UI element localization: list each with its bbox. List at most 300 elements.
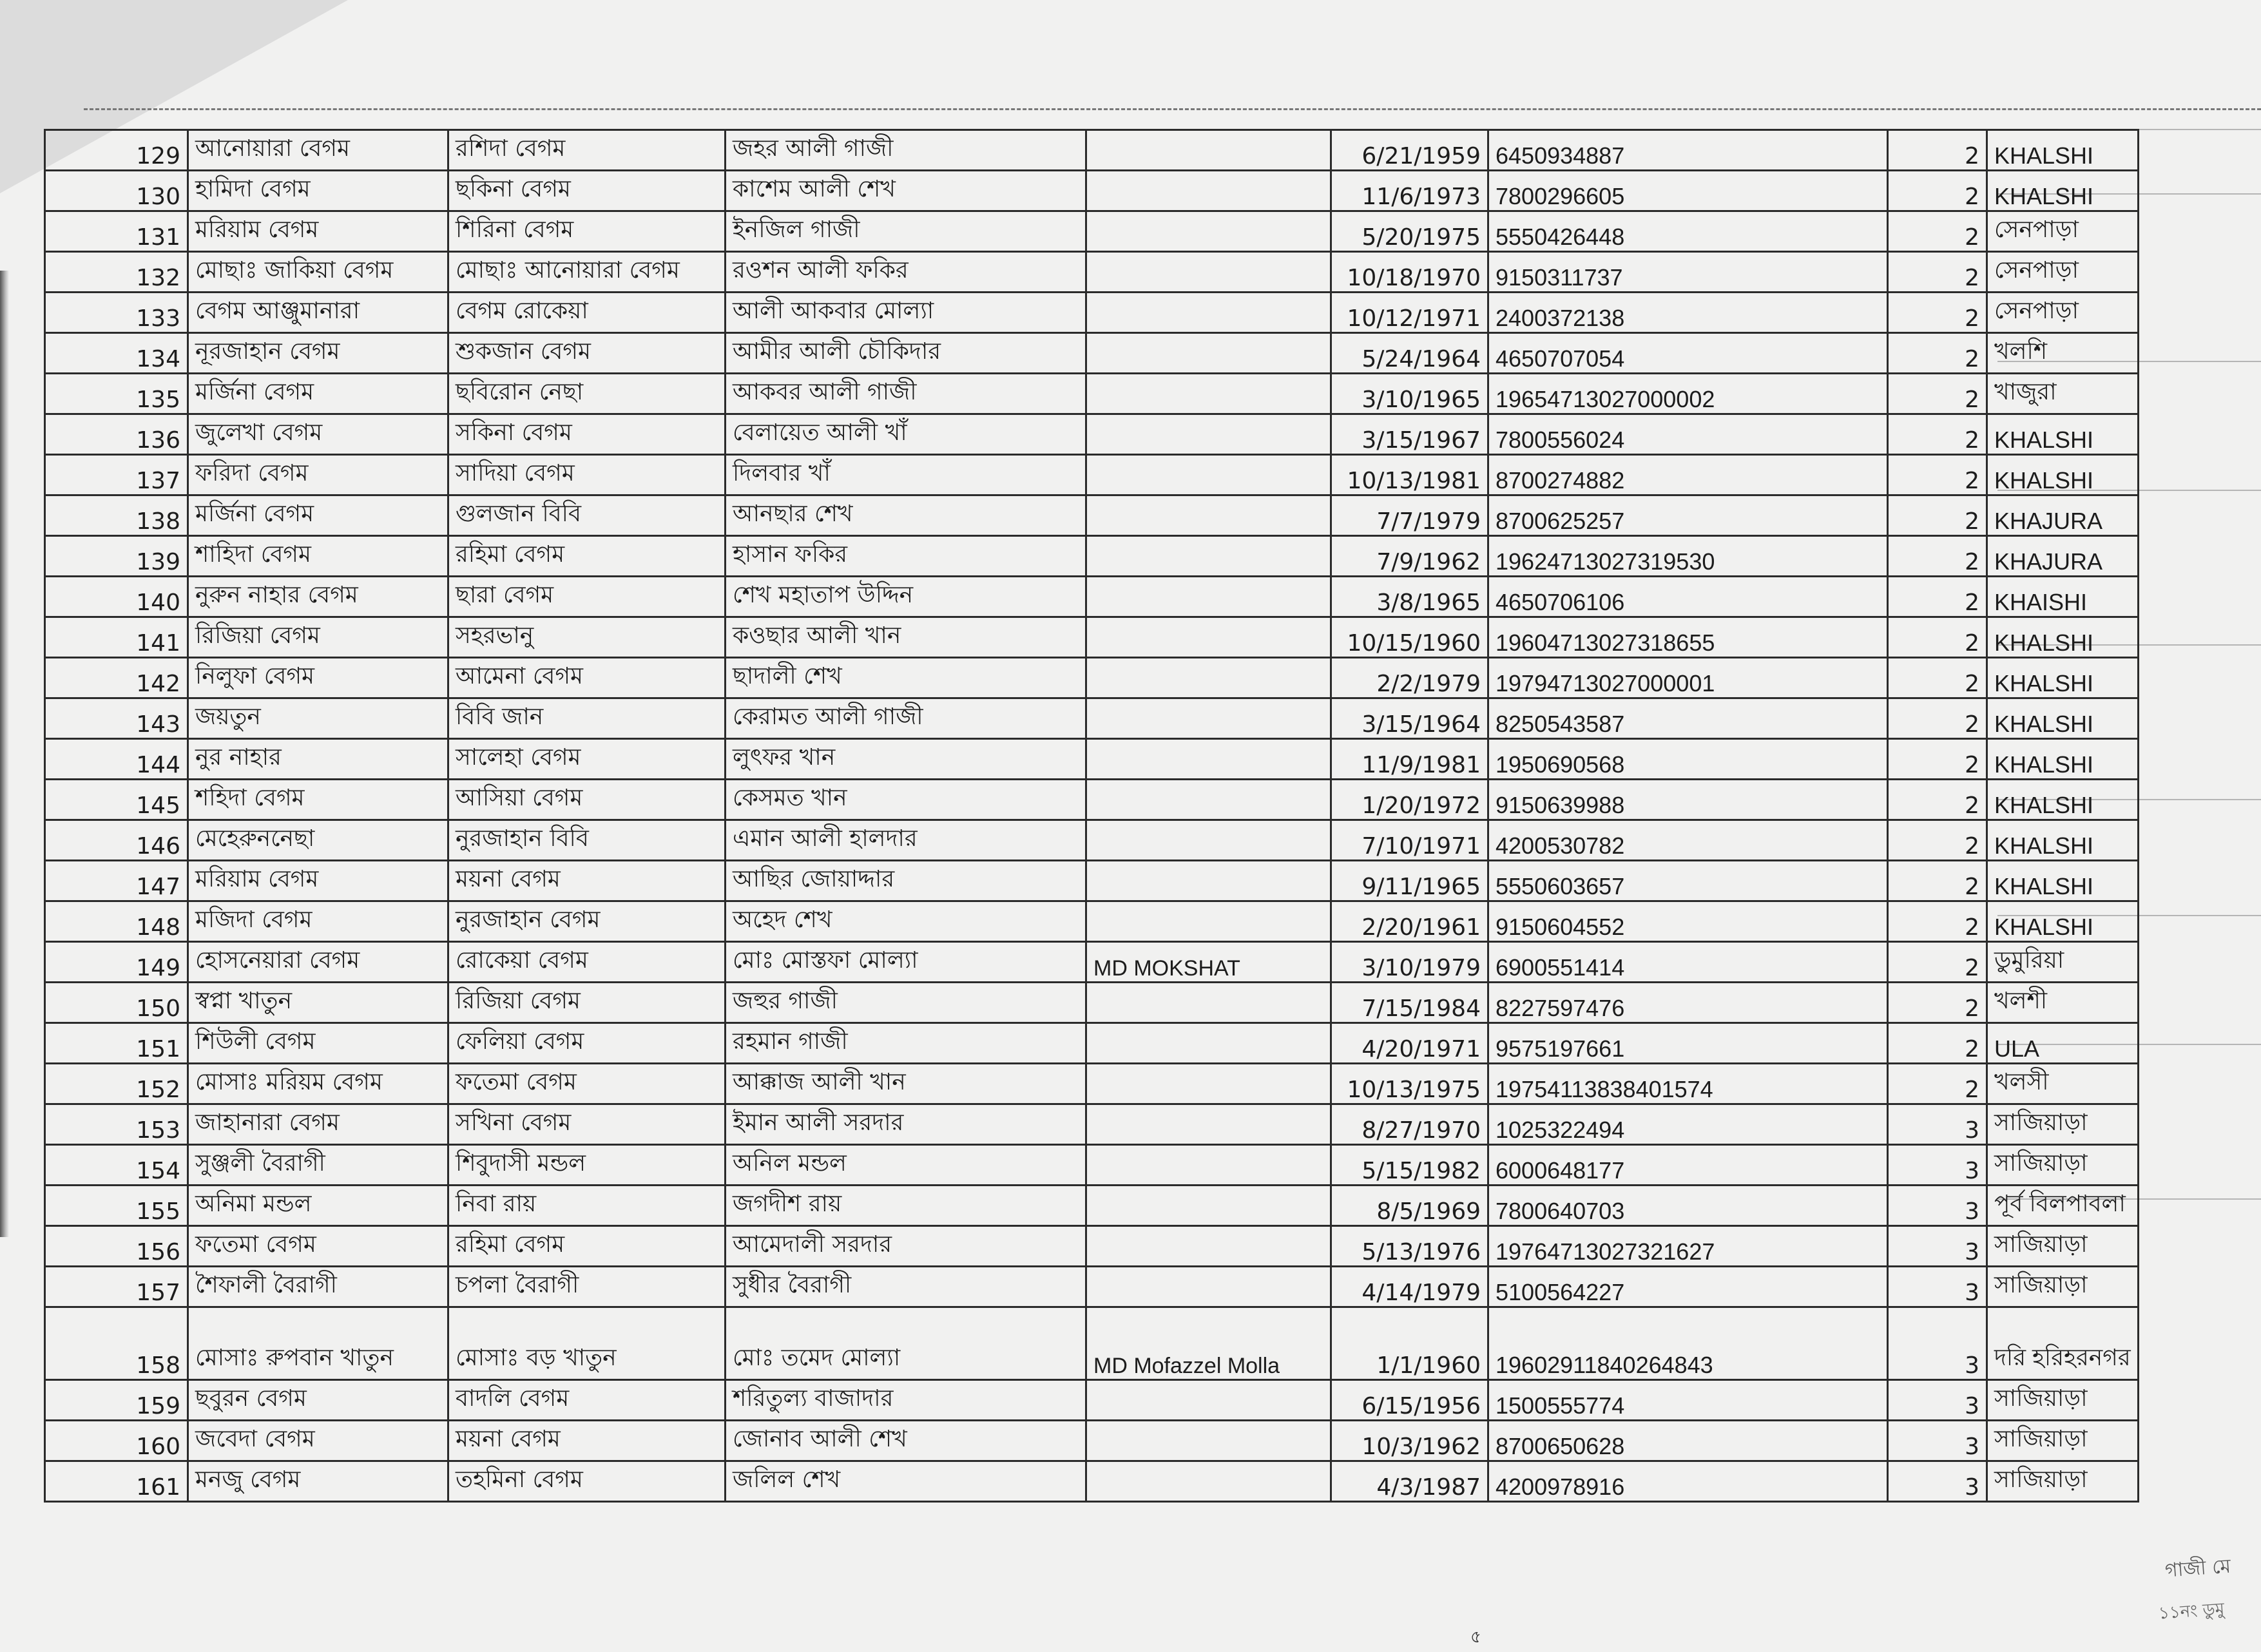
- nid-cell: 19764713027321627: [1488, 1226, 1888, 1267]
- ward-cell: 2: [1888, 374, 1987, 414]
- table-row: [45, 1421, 2139, 1461]
- father-name-cell: শরিতুল্য বাজাদার: [726, 1380, 1086, 1421]
- father-name-cell: আমীর আলী চৌকিদার: [726, 333, 1086, 374]
- father-name-cell: ইমান আলী সরদার: [726, 1104, 1086, 1145]
- mother-name-cell: সালেহা বেগম: [448, 739, 726, 780]
- birth-date-cell: 5/15/1982: [1331, 1145, 1488, 1186]
- english-name-cell: [1086, 577, 1331, 617]
- name-cell: শহিদা বেগম: [188, 780, 448, 820]
- area-cell: দরি হরিহরনগর: [1987, 1307, 2139, 1380]
- mother-name-cell: আমেনা বেগম: [448, 658, 726, 698]
- birth-date-cell: 3/8/1965: [1331, 577, 1488, 617]
- name-cell: নুর নাহার: [188, 739, 448, 780]
- name-cell: মরিয়াম বেগম: [188, 861, 448, 901]
- birth-date-cell: 6/15/1956: [1331, 1380, 1488, 1421]
- nid-cell: 6450934887: [1488, 130, 1888, 171]
- table-row: [45, 333, 2139, 374]
- table-row: [45, 901, 2139, 942]
- mother-name-cell: বাদলি বেগম: [448, 1380, 726, 1421]
- english-name-cell: [1086, 333, 1331, 374]
- mother-name-cell: সহরভানু: [448, 617, 726, 658]
- ward-cell: 2: [1888, 130, 1987, 171]
- table-row: [45, 495, 2139, 536]
- birth-date-cell: 11/6/1973: [1331, 171, 1488, 211]
- nid-cell: 9575197661: [1488, 1023, 1888, 1064]
- english-name-cell: [1086, 414, 1331, 455]
- name-cell: শৈফালী বৈরাগী: [188, 1267, 448, 1307]
- nid-cell: 4650706106: [1488, 577, 1888, 617]
- ward-cell: 2: [1888, 942, 1987, 983]
- table-row: [45, 1267, 2139, 1307]
- mother-name-cell: শিবুদাসী মন্ডল: [448, 1145, 726, 1186]
- ward-cell: 3: [1888, 1267, 1987, 1307]
- name-cell: মনজু বেগম: [188, 1461, 448, 1502]
- serial-cell: 129: [45, 130, 188, 171]
- name-cell: জুলেখা বেগম: [188, 414, 448, 455]
- ward-cell: 2: [1888, 983, 1987, 1023]
- ward-cell: 2: [1888, 293, 1987, 333]
- ward-cell: 3: [1888, 1145, 1987, 1186]
- serial-cell: 154: [45, 1145, 188, 1186]
- ward-cell: 2: [1888, 495, 1987, 536]
- birth-date-cell: 1/1/1960: [1331, 1307, 1488, 1380]
- birth-date-cell: 2/20/1961: [1331, 901, 1488, 942]
- name-cell: রিজিয়া বেগম: [188, 617, 448, 658]
- ward-cell: 2: [1888, 739, 1987, 780]
- table-row: [45, 1226, 2139, 1267]
- serial-cell: 148: [45, 901, 188, 942]
- area-cell: KHALSHI: [1987, 414, 2139, 455]
- english-name-cell: [1086, 374, 1331, 414]
- serial-cell: 161: [45, 1461, 188, 1502]
- table-row: [45, 577, 2139, 617]
- nid-cell: 6900551414: [1488, 942, 1888, 983]
- name-cell: মর্জিনা বেগম: [188, 495, 448, 536]
- birth-date-cell: 5/24/1964: [1331, 333, 1488, 374]
- nid-cell: 8700625257: [1488, 495, 1888, 536]
- ward-cell: 3: [1888, 1104, 1987, 1145]
- father-name-cell: মোঃ তমেদ মোল্যা: [726, 1307, 1086, 1380]
- birth-date-cell: 10/13/1975: [1331, 1064, 1488, 1104]
- mother-name-cell: ছকিনা বেগম: [448, 171, 726, 211]
- english-name-cell: [1086, 1421, 1331, 1461]
- area-cell: সাজিয়াড়া: [1987, 1267, 2139, 1307]
- english-name-cell: MD MOKSHAT: [1086, 942, 1331, 983]
- ward-cell: 2: [1888, 780, 1987, 820]
- ward-cell: 3: [1888, 1461, 1987, 1502]
- table-row: [45, 171, 2139, 211]
- father-name-cell: জহুর গাজী: [726, 983, 1086, 1023]
- english-name-cell: [1086, 820, 1331, 861]
- english-name-cell: [1086, 1145, 1331, 1186]
- english-name-cell: [1086, 1226, 1331, 1267]
- nid-cell: 19654713027000002: [1488, 374, 1888, 414]
- mother-name-cell: চপলা বৈরাগী: [448, 1267, 726, 1307]
- nid-cell: 4200530782: [1488, 820, 1888, 861]
- ward-cell: 2: [1888, 1023, 1987, 1064]
- english-name-cell: [1086, 698, 1331, 739]
- father-name-cell: আলী আকবার মোল্যা: [726, 293, 1086, 333]
- father-name-cell: এমান আলী হালদার: [726, 820, 1086, 861]
- ward-cell: 2: [1888, 252, 1987, 293]
- serial-cell: 137: [45, 455, 188, 495]
- birth-date-cell: 7/7/1979: [1331, 495, 1488, 536]
- nid-cell: 1500555774: [1488, 1380, 1888, 1421]
- area-cell: সাজিয়াড়া: [1987, 1461, 2139, 1502]
- english-name-cell: [1086, 1380, 1331, 1421]
- table-row: [45, 1461, 2139, 1502]
- birth-date-cell: 4/20/1971: [1331, 1023, 1488, 1064]
- table-row: [45, 1145, 2139, 1186]
- mother-name-cell: নুরজাহান বেগম: [448, 901, 726, 942]
- name-cell: মোসাঃ মরিয়ম বেগম: [188, 1064, 448, 1104]
- ward-cell: 3: [1888, 1380, 1987, 1421]
- handwritten-note: গাজী মে: [2164, 1555, 2232, 1582]
- serial-cell: 152: [45, 1064, 188, 1104]
- birth-date-cell: 5/13/1976: [1331, 1226, 1488, 1267]
- table-row: [45, 658, 2139, 698]
- scan-edge-shadow: [0, 271, 9, 1237]
- name-cell: জবেদা বেগম: [188, 1421, 448, 1461]
- name-cell: বেগম আঞ্জুমানারা: [188, 293, 448, 333]
- table-row: [45, 1186, 2139, 1226]
- table-row: [45, 617, 2139, 658]
- father-name-cell: আছির জোয়াদ্দার: [726, 861, 1086, 901]
- mother-name-cell: আসিয়া বেগম: [448, 780, 726, 820]
- area-cell: KHAJURA: [1987, 536, 2139, 577]
- area-cell: সাজিয়াড়া: [1987, 1380, 2139, 1421]
- father-name-cell: দিলবার খাঁ: [726, 455, 1086, 495]
- birth-date-cell: 11/9/1981: [1331, 739, 1488, 780]
- area-cell: KHALSHI: [1987, 455, 2139, 495]
- father-name-cell: জগদীশ রায়: [726, 1186, 1086, 1226]
- name-cell: অনিমা মন্ডল: [188, 1186, 448, 1226]
- birth-date-cell: 4/3/1987: [1331, 1461, 1488, 1502]
- birth-date-cell: 6/21/1959: [1331, 130, 1488, 171]
- area-cell: সেনপাড়া: [1987, 211, 2139, 252]
- mother-name-cell: রোকেয়া বেগম: [448, 942, 726, 983]
- area-cell: সাজিয়াড়া: [1987, 1226, 2139, 1267]
- ward-cell: 2: [1888, 211, 1987, 252]
- name-cell: মরিয়াম বেগম: [188, 211, 448, 252]
- area-cell: ডুমুরিয়া: [1987, 942, 2139, 983]
- serial-cell: 149: [45, 942, 188, 983]
- english-name-cell: [1086, 130, 1331, 171]
- father-name-cell: বেলায়েত আলী খাঁ: [726, 414, 1086, 455]
- name-cell: জয়তুন: [188, 698, 448, 739]
- father-name-cell: লুৎফর খান: [726, 739, 1086, 780]
- mother-name-cell: রহিমা বেগম: [448, 536, 726, 577]
- name-cell: হোসনেয়ারা বেগম: [188, 942, 448, 983]
- area-cell: KHALSHI: [1987, 658, 2139, 698]
- nid-cell: 4650707054: [1488, 333, 1888, 374]
- ward-cell: 2: [1888, 1064, 1987, 1104]
- father-name-cell: শেখ মহাতাপ উদ্দিন: [726, 577, 1086, 617]
- nid-cell: 9150311737: [1488, 252, 1888, 293]
- father-name-cell: রওশন আলী ফকির: [726, 252, 1086, 293]
- serial-cell: 134: [45, 333, 188, 374]
- table-row: [45, 414, 2139, 455]
- english-name-cell: [1086, 1064, 1331, 1104]
- nid-cell: 19624713027319530: [1488, 536, 1888, 577]
- ward-cell: 2: [1888, 577, 1987, 617]
- table-body: [45, 130, 2139, 1502]
- father-name-cell: ছাদালী শেখ: [726, 658, 1086, 698]
- nid-cell: 5100564227: [1488, 1267, 1888, 1307]
- nid-cell: 9150639988: [1488, 780, 1888, 820]
- serial-cell: 153: [45, 1104, 188, 1145]
- table-row: [45, 1380, 2139, 1421]
- serial-cell: 140: [45, 577, 188, 617]
- area-cell: খাজুরা: [1987, 374, 2139, 414]
- table-row: [45, 739, 2139, 780]
- area-cell: সাজিয়াড়া: [1987, 1104, 2139, 1145]
- name-cell: ফতেমা বেগম: [188, 1226, 448, 1267]
- birth-date-cell: 10/15/1960: [1331, 617, 1488, 658]
- nid-cell: 2400372138: [1488, 293, 1888, 333]
- father-name-cell: হাসান ফকির: [726, 536, 1086, 577]
- ward-cell: 2: [1888, 658, 1987, 698]
- father-name-cell: আনছার শেখ: [726, 495, 1086, 536]
- birth-date-cell: 9/11/1965: [1331, 861, 1488, 901]
- mother-name-cell: শিরিনা বেগম: [448, 211, 726, 252]
- mother-name-cell: বিবি জান: [448, 698, 726, 739]
- area-cell: KHALSHI: [1987, 130, 2139, 171]
- mother-name-cell: ময়না বেগম: [448, 1421, 726, 1461]
- serial-cell: 155: [45, 1186, 188, 1226]
- area-cell: সাজিয়াড়া: [1987, 1145, 2139, 1186]
- mother-name-cell: নিবা রায়: [448, 1186, 726, 1226]
- name-cell: আনোয়ারা বেগম: [188, 130, 448, 171]
- english-name-cell: [1086, 1461, 1331, 1502]
- english-name-cell: [1086, 252, 1331, 293]
- nid-cell: 19604713027318655: [1488, 617, 1888, 658]
- mother-name-cell: ছারা বেগম: [448, 577, 726, 617]
- ward-cell: 3: [1888, 1421, 1987, 1461]
- english-name-cell: [1086, 171, 1331, 211]
- nid-cell: 8250543587: [1488, 698, 1888, 739]
- english-name-cell: [1086, 1104, 1331, 1145]
- name-cell: মজিদা বেগম: [188, 901, 448, 942]
- serial-cell: 159: [45, 1380, 188, 1421]
- mother-name-cell: বেগম রোকেয়া: [448, 293, 726, 333]
- mother-name-cell: মোছাঃ আনোয়ারা বেগম: [448, 252, 726, 293]
- page-mark: ৫: [1470, 1628, 1481, 1647]
- father-name-cell: কেসমত খান: [726, 780, 1086, 820]
- name-cell: নুরুন নাহার বেগম: [188, 577, 448, 617]
- english-name-cell: [1086, 211, 1331, 252]
- name-cell: স্বপ্না খাতুন: [188, 983, 448, 1023]
- english-name-cell: [1086, 293, 1331, 333]
- nid-cell: 19602911840264843: [1488, 1307, 1888, 1380]
- serial-cell: 143: [45, 698, 188, 739]
- ward-cell: 2: [1888, 333, 1987, 374]
- name-cell: মোসাঃ রুপবান খাতুন: [188, 1307, 448, 1380]
- table-row: [45, 1307, 2139, 1380]
- mother-name-cell: রশিদা বেগম: [448, 130, 726, 171]
- nid-cell: 7800640703: [1488, 1186, 1888, 1226]
- beneficiary-table: [44, 129, 2139, 1503]
- name-cell: সুঞ্জলী বৈরাগী: [188, 1145, 448, 1186]
- table-row: [45, 698, 2139, 739]
- mother-name-cell: মোসাঃ বড় খাতুন: [448, 1307, 726, 1380]
- ward-cell: 3: [1888, 1226, 1987, 1267]
- father-name-cell: জলিল শেখ: [726, 1461, 1086, 1502]
- english-name-cell: [1086, 1267, 1331, 1307]
- nid-cell: 19794713027000001: [1488, 658, 1888, 698]
- name-cell: মেহেরুননেছা: [188, 820, 448, 861]
- ward-cell: 2: [1888, 617, 1987, 658]
- ward-cell: 2: [1888, 536, 1987, 577]
- area-cell: KHALSHI: [1987, 780, 2139, 820]
- serial-cell: 130: [45, 171, 188, 211]
- nid-cell: 8700650628: [1488, 1421, 1888, 1461]
- mother-name-cell: সখিনা বেগম: [448, 1104, 726, 1145]
- father-name-cell: ইনজিল গাজী: [726, 211, 1086, 252]
- mother-name-cell: তহমিনা বেগম: [448, 1461, 726, 1502]
- area-cell: KHALSHI: [1987, 820, 2139, 861]
- table-row: [45, 780, 2139, 820]
- area-cell: KHALSHI: [1987, 698, 2139, 739]
- serial-cell: 147: [45, 861, 188, 901]
- father-name-cell: রহমান গাজী: [726, 1023, 1086, 1064]
- ward-cell: 2: [1888, 901, 1987, 942]
- serial-cell: 145: [45, 780, 188, 820]
- area-cell: সেনপাড়া: [1987, 293, 2139, 333]
- table-row: [45, 1023, 2139, 1064]
- nid-cell: 1950690568: [1488, 739, 1888, 780]
- area-cell: সেনপাড়া: [1987, 252, 2139, 293]
- mother-name-cell: ফেলিয়া বেগম: [448, 1023, 726, 1064]
- nid-cell: 5550426448: [1488, 211, 1888, 252]
- birth-date-cell: 3/15/1967: [1331, 414, 1488, 455]
- area-cell: KHALSHI: [1987, 617, 2139, 658]
- birth-date-cell: 7/15/1984: [1331, 983, 1488, 1023]
- name-cell: হামিদা বেগম: [188, 171, 448, 211]
- ward-cell: 2: [1888, 455, 1987, 495]
- birth-date-cell: 10/3/1962: [1331, 1421, 1488, 1461]
- table-row: [45, 1064, 2139, 1104]
- table-row: [45, 942, 2139, 983]
- nid-cell: 8700274882: [1488, 455, 1888, 495]
- father-name-cell: আমেদালী সরদার: [726, 1226, 1086, 1267]
- area-cell: KHALSHI: [1987, 739, 2139, 780]
- birth-date-cell: 8/27/1970: [1331, 1104, 1488, 1145]
- father-name-cell: জোনাব আলী শেখ: [726, 1421, 1086, 1461]
- english-name-cell: [1086, 780, 1331, 820]
- serial-cell: 138: [45, 495, 188, 536]
- name-cell: নিলুফা বেগম: [188, 658, 448, 698]
- birth-date-cell: 1/20/1972: [1331, 780, 1488, 820]
- english-name-cell: [1086, 1023, 1331, 1064]
- table-row: [45, 536, 2139, 577]
- area-cell: KHAJURA: [1987, 495, 2139, 536]
- nid-cell: 8227597476: [1488, 983, 1888, 1023]
- area-cell: খলশি: [1987, 333, 2139, 374]
- table-row: [45, 252, 2139, 293]
- nid-cell: 6000648177: [1488, 1145, 1888, 1186]
- serial-cell: 150: [45, 983, 188, 1023]
- serial-cell: 160: [45, 1421, 188, 1461]
- area-cell: পূর্ব বিলপাবলা: [1987, 1186, 2139, 1226]
- area-cell: KHALSHI: [1987, 901, 2139, 942]
- english-name-cell: [1086, 739, 1331, 780]
- serial-cell: 144: [45, 739, 188, 780]
- name-cell: মোছাঃ জাকিয়া বেগম: [188, 252, 448, 293]
- serial-cell: 141: [45, 617, 188, 658]
- nid-cell: 1025322494: [1488, 1104, 1888, 1145]
- father-name-cell: কাশেম আলী শেখ: [726, 171, 1086, 211]
- mother-name-cell: সাদিয়া বেগম: [448, 455, 726, 495]
- nid-cell: 9150604552: [1488, 901, 1888, 942]
- mother-name-cell: গুলজান বিবি: [448, 495, 726, 536]
- serial-cell: 135: [45, 374, 188, 414]
- table-row: [45, 130, 2139, 171]
- area-cell: ULA: [1987, 1023, 2139, 1064]
- serial-cell: 146: [45, 820, 188, 861]
- father-name-cell: মোঃ মোস্তফা মোল্যা: [726, 942, 1086, 983]
- table-row: [45, 211, 2139, 252]
- english-name-cell: [1086, 536, 1331, 577]
- father-name-cell: সুধীর বৈরাগী: [726, 1267, 1086, 1307]
- name-cell: নূরজাহান বেগম: [188, 333, 448, 374]
- nid-cell: 7800556024: [1488, 414, 1888, 455]
- name-cell: মর্জিনা বেগম: [188, 374, 448, 414]
- name-cell: শাহিদা বেগম: [188, 536, 448, 577]
- table-row: [45, 455, 2139, 495]
- mother-name-cell: ফতেমা বেগম: [448, 1064, 726, 1104]
- birth-date-cell: 3/15/1964: [1331, 698, 1488, 739]
- english-name-cell: [1086, 495, 1331, 536]
- serial-cell: 151: [45, 1023, 188, 1064]
- father-name-cell: কওছার আলী খান: [726, 617, 1086, 658]
- mother-name-cell: ছবিরোন নেছা: [448, 374, 726, 414]
- serial-cell: 157: [45, 1267, 188, 1307]
- area-cell: খলসী: [1987, 1064, 2139, 1104]
- name-cell: ফরিদা বেগম: [188, 455, 448, 495]
- nid-cell: 5550603657: [1488, 861, 1888, 901]
- father-name-cell: আক্কাজ আলী খান: [726, 1064, 1086, 1104]
- birth-date-cell: 10/13/1981: [1331, 455, 1488, 495]
- area-cell: খলশী: [1987, 983, 2139, 1023]
- nid-cell: 4200978916: [1488, 1461, 1888, 1502]
- english-name-cell: [1086, 455, 1331, 495]
- serial-cell: 139: [45, 536, 188, 577]
- birth-date-cell: 10/18/1970: [1331, 252, 1488, 293]
- nid-cell: 19754113838401574: [1488, 1064, 1888, 1104]
- mother-name-cell: রহিমা বেগম: [448, 1226, 726, 1267]
- mother-name-cell: ময়না বেগম: [448, 861, 726, 901]
- area-cell: KHALSHI: [1987, 861, 2139, 901]
- serial-cell: 131: [45, 211, 188, 252]
- english-name-cell: MD Mofazzel Molla: [1086, 1307, 1331, 1380]
- serial-cell: 136: [45, 414, 188, 455]
- serial-cell: 132: [45, 252, 188, 293]
- ward-cell: 2: [1888, 861, 1987, 901]
- birth-date-cell: 3/10/1965: [1331, 374, 1488, 414]
- table-row: [45, 293, 2139, 333]
- birth-date-cell: 10/12/1971: [1331, 293, 1488, 333]
- birth-date-cell: 7/10/1971: [1331, 820, 1488, 861]
- birth-date-cell: 8/5/1969: [1331, 1186, 1488, 1226]
- top-dashed-rule: [84, 108, 2261, 110]
- name-cell: জাহানারা বেগম: [188, 1104, 448, 1145]
- english-name-cell: [1086, 901, 1331, 942]
- name-cell: শিউলী বেগম: [188, 1023, 448, 1064]
- birth-date-cell: 2/2/1979: [1331, 658, 1488, 698]
- english-name-cell: [1086, 1186, 1331, 1226]
- english-name-cell: [1086, 658, 1331, 698]
